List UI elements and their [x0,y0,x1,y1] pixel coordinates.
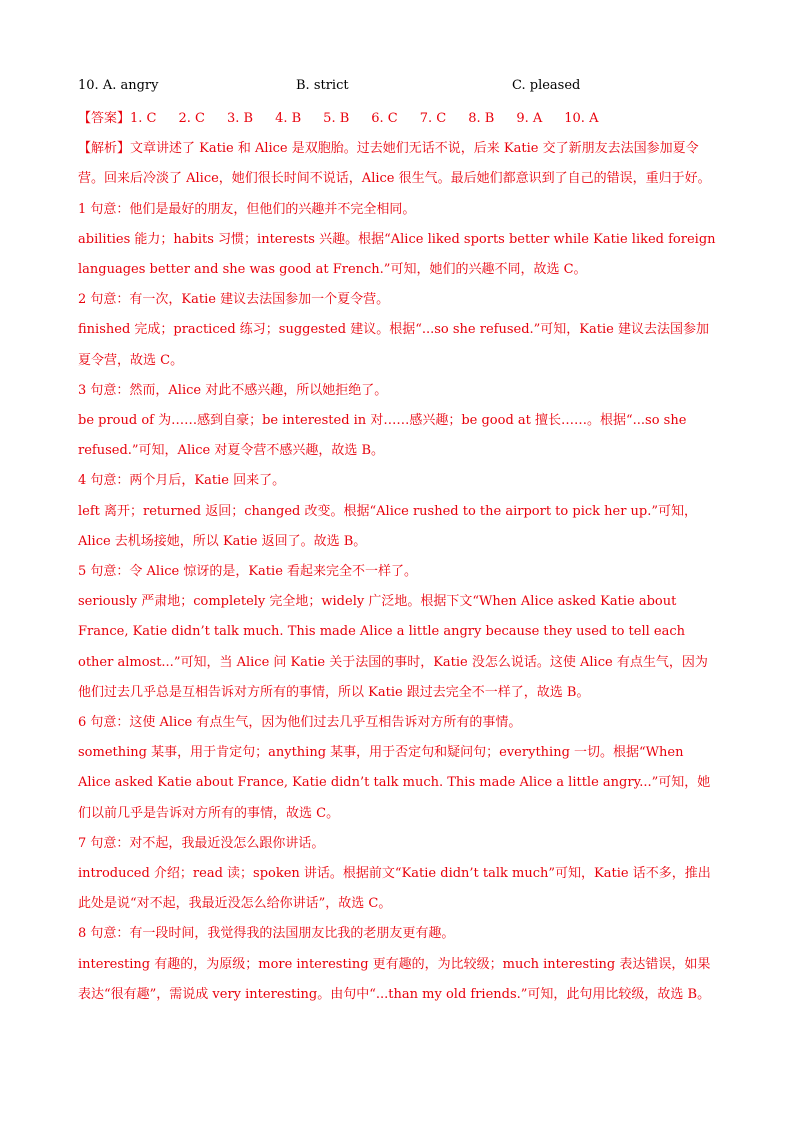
item-8-explanation: interesting 有趣的，为原级；more interesting 更有趣的，为比较级；much interesting 表达错误，如果表达“很有趣”，需说成 very interesting。由句中“...than my old friends.”可知，此句用比较级，故选 B。 [78,956,711,1002]
answer-item: 3. B [226,111,254,126]
item-4-explanation: left 离开；returned 返回；changed 改变。根据“Alice rushed to the airport to pick her up.”可知，Alice 去机场接她，所以 Katie 返回了。故选 B。 [78,503,698,549]
item-8-meaning: 8 句意：有一段时间，我觉得我的法国朋友比我的老朋友更有趣。 [78,926,455,942]
answer-item: 5. B [323,111,350,126]
answer-item: 2. C [178,111,205,126]
option-a-text: A. angry [102,78,159,93]
item-2-meaning: 2 句意：有一次，Katie 建议去法国参加一个夏令营。 [78,292,390,308]
analysis-summary: 文章讲述了 Katie 和 Alice 是双胞胎。过去她们无话不说，后来 Katie 交了新朋友去法国参加夏令营。回来后冷淡了 Alice，她们很长时间不说话，Alice 很生气。最后她们都意识到了自己的错误，重归于好。 [78,141,711,187]
question-10-option-a [78,78,158,93]
answer-item: 6. C [371,111,398,126]
analysis-paragraph [78,134,718,194]
question-number: 10. [78,78,99,93]
answer-key-line [78,104,718,134]
question-10-option-b: B. strict [296,78,349,93]
item-7-meaning: 7 句意：对不起，我最近没怎么跟你讲话。 [78,835,325,851]
question-10-options [78,78,738,100]
answer-tag: 【答案】 [78,111,131,126]
item-7-explanation: introduced 介绍；read 读；spoken 讲话。根据前文“Katie didn’t talk much”可知，Katie 话不多，推出此处是说“对不起，我最近没怎么给你讲话”，故选 C。 [78,866,711,912]
item-6-explanation: something 某事，用于肯定句；anything 某事，用于否定句和疑问句；everything 一切。根据“When Alice asked Katie about France, Katie didn’t talk much. This made Alice a little angry...”可知，她们以前几乎是告诉对方所有的事情，故选 C。 [78,745,711,821]
item-3-meaning: 3 句意：然而，Alice 对此不感兴趣，所以她拒绝了。 [78,382,388,398]
answer-item: 10. A [564,111,599,126]
answer-item: 4. B [275,111,302,126]
item-4-meaning: 4 句意：两个月后，Katie 回来了。 [78,473,286,489]
item-5-explanation: seriously 严肃地；completely 完全地；widely 广泛地。根据下文“When Alice asked Katie about France, Katie didn’t talk much. This made Alice a little angry because they used to tell each other almost...”可知，当 Alice 问 Katie 关于法国的事时，Katie 没怎么说话。这使 Alice 有点生气，因为他们过去几乎总是互相告诉对方所有的事情，所以 Katie 跟过去完全不一样了，故选 B。 [78,594,708,700]
answer-analysis-section [78,104,718,1010]
item-6-meaning: 6 句意：这使 Alice 有点生气，因为他们过去几乎互相告诉对方所有的事情。 [78,715,522,731]
answer-item: 1. C [130,111,157,126]
answer-item: 9. A [516,111,543,126]
answer-item: 8. B [468,111,495,126]
item-1-explanation: abilities 能力；habits 习惯；interests 兴趣。根据“Alice liked sports better while Katie liked foreign languages better and she was good at French.”可知，她们的兴趣不同，故选 C。 [78,231,716,278]
item-5-meaning: 5 句意：令 Alice 惊讶的是，Katie 看起来完全不一样了。 [78,564,418,580]
item-2-explanation: finished 完成；practiced 练习；suggested 建议。根据“...so she refused.”可知，Katie 建议去法国参加夏令营，故选 C。 [78,322,709,368]
question-10-option-c: C. pleased [512,78,581,93]
answer-item: 7. C [419,111,447,126]
analysis-tag: 【解析】 [78,141,131,157]
item-1-meaning: 1 句意：他们是最好的朋友，但他们的兴趣并不完全相同。 [78,201,416,217]
item-3-explanation: be proud of 为……感到自豪；be interested in 对……感兴趣；be good at 擅长……。根据“...so she refused.”可知，Alice 对夏令营不感兴趣，故选 B。 [78,413,687,459]
